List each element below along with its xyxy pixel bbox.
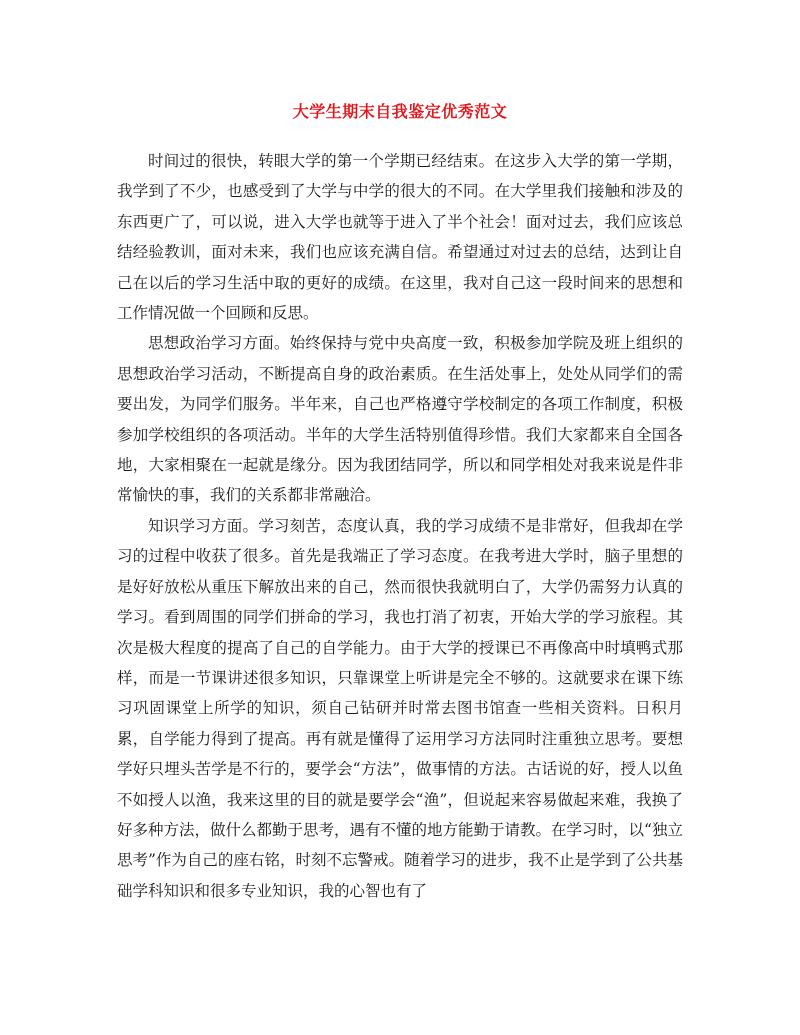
- paragraph-knowledge-study: 知识学习方面。学习刻苦，态度认真，我的学习成绩不是非常好，但我却在学习的过程中收获了很多。首先是我端正了学习态度。在我考进大学时，脑子里想的是好好放松从重压下解放出来的自己，然而很快我就明白了，大学仍需努力认真的学习。看到周围的同学们拼命的学习，我也打消了初衷，开始大学的学习旅程。其次是极大程度的提高了自己的自学能力。由于大学的授课已不再像高中时填鸭式那样，而是一节课讲述很多知识，只靠课堂上听讲是完全不够的。这就要求在课下练习巩固课堂上所学的知识，须自己钻研并时常去图书馆查一些相关资料。日积月累，自学能力得到了提高。再有就是懂得了运用学习方法同时注重独立思考。要想学好只埋头苦学是不行的，要学会“方法”，做事情的方法。古话说的好，授人以鱼不如授人以渔，我来这里的目的就是要学会“渔”，但说起来容易做起来难，我换了好多种方法，做什么都勤于思考，遇有不懂的地方能勤于请教。在学习时，以“独立思考”作为自己的座右铭，时刻不忘警戒。随着学习的进步，我不止是学到了公共基础学科知识和很多专业知识，我的心智也有了: [117, 516, 683, 900]
- document-title: 大学生期末自我鉴定优秀范文: [292, 102, 508, 121]
- paragraph-intro: 时间过的很快，转眼大学的第一个学期已经结束。在这步入大学的第一学期，我学到了不少，也感受到了大学与中学的很大的不同。在大学里我们接触和涉及的东西更广了，可以说，进入大学也就等于进入了半个社会！面对过去，我们应该总结经验教训，面对未来，我们也应该充满自信。希望通过对过去的总结，达到让自己在以后的学习生活中取的更好的成绩。在这里，我对自己这一段时间来的思想和工作情况做一个回顾和反思。: [117, 152, 683, 323]
- document-body: [117, 146, 683, 906]
- paragraph-political-study: 思想政治学习方面。始终保持与党中央高度一致，积极参加学院及班上组织的思想政治学习活动，不断提高自身的政治素质。在生活处事上，处处从同学们的需要出发，为同学们服务。半年来，自己也严格遵守学校制定的各项工作制度，积极参加学校组织的各项活动。半年的大学生活特别值得珍惜。我们大家都来自全国各地，大家相聚在一起就是缘分。因为我团结同学，所以和同学相处对我来说是件非常愉快的事，我们的关系都非常融洽。: [117, 334, 683, 505]
